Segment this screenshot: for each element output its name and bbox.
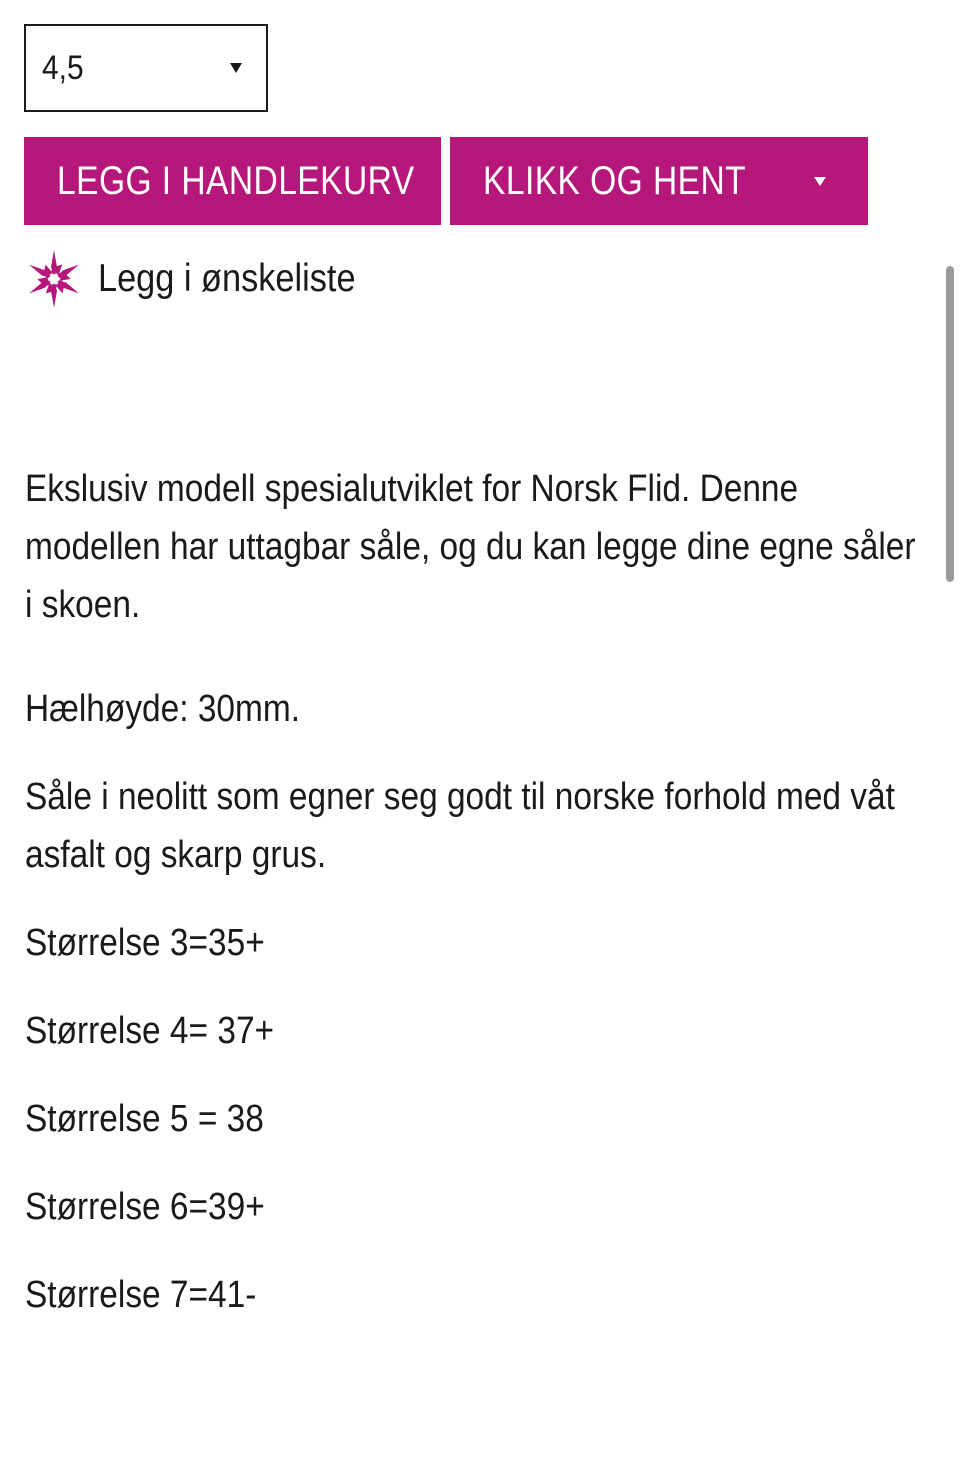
product-description xyxy=(25,460,930,1354)
add-to-cart-button[interactable] xyxy=(24,137,441,225)
wishlist-label: Legg i ønskeliste xyxy=(98,257,356,300)
size-line: Størrelse 4= 37+ xyxy=(25,1010,275,1052)
add-to-wishlist-link[interactable] xyxy=(24,246,391,312)
size-line: Størrelse 5 = 38 xyxy=(25,1098,264,1140)
size-line: Størrelse 6=39+ xyxy=(25,1186,265,1228)
add-to-cart-label: LEGG I HANDLEKURV xyxy=(57,158,415,203)
click-and-collect-button[interactable] xyxy=(450,137,868,225)
scrollbar[interactable] xyxy=(946,266,954,582)
size-select[interactable] xyxy=(24,24,268,112)
chevron-down-icon xyxy=(814,177,826,186)
star-icon xyxy=(24,249,84,309)
size-line: Størrelse 3=35+ xyxy=(25,922,265,964)
size-line: Størrelse 7=41- xyxy=(25,1274,257,1316)
size-select-value: 4,5 xyxy=(42,48,84,87)
description-intro: Ekslusiv modell spesialutviklet for Norsk Flid. Denne modellen har uttagbar såle, og du kan legge dine egne såler i skoen. xyxy=(25,468,916,626)
chevron-down-icon xyxy=(230,63,242,73)
sole-description: Såle i neolitt som egner seg godt til norske forhold med våt asfalt og skarp grus. xyxy=(25,776,895,876)
click-and-collect-label: KLIKK OG HENT xyxy=(483,158,747,203)
heel-height: Hælhøyde: 30mm. xyxy=(25,688,301,730)
